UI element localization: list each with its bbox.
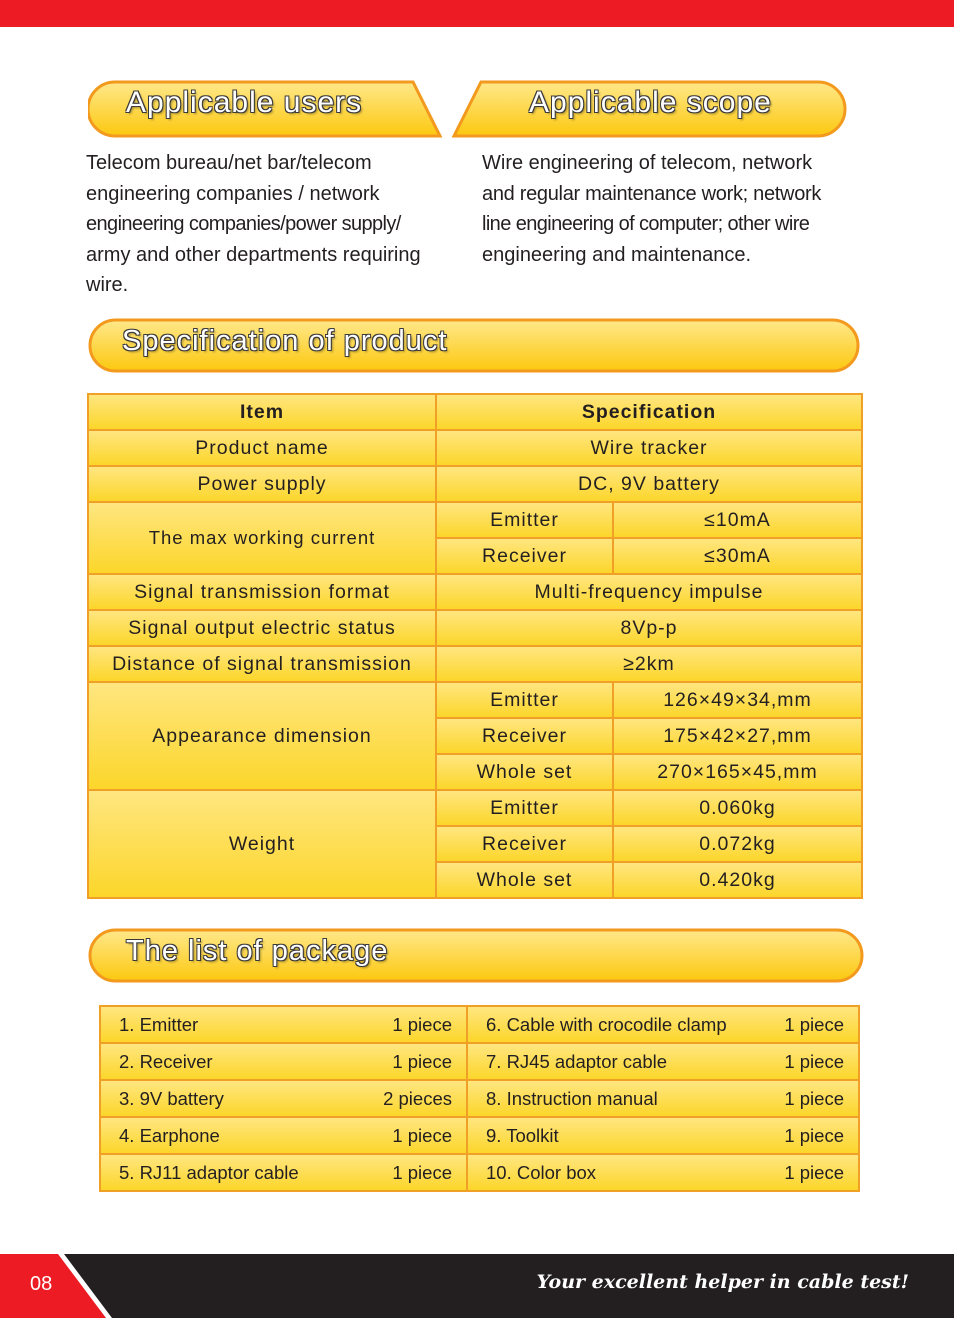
users-line: engineering companies/power supply/ (86, 213, 401, 235)
table-row (88, 574, 862, 610)
sub-label: Emitter (436, 682, 613, 718)
sub-label: Receiver (436, 826, 613, 862)
table-row (88, 646, 862, 682)
spec-heading: Specification of product (122, 325, 448, 357)
package-item-name: 10. Color box (486, 1161, 597, 1183)
package-item-qty: 1 piece (392, 1050, 452, 1072)
package-heading: The list of package (126, 935, 389, 967)
row-label: Weight (88, 790, 436, 898)
package-item-name: 5. RJ11 adaptor cable (119, 1161, 299, 1183)
package-item-name: 7. RJ45 adaptor cable (486, 1050, 668, 1072)
row-label: Product name (88, 430, 436, 466)
row-label: Signal output electric status (88, 610, 436, 646)
row-value: Multi-frequency impulse (436, 574, 862, 610)
row-value: 270×165×45,mm (613, 754, 862, 790)
users-text (86, 148, 476, 301)
row-value: Wire tracker (436, 430, 862, 466)
table-row (88, 466, 862, 502)
scope-line: Wire engineering of telecom, network (482, 152, 813, 174)
row-value: 175×42×27,mm (613, 718, 862, 754)
package-item-qty: 1 piece (784, 1050, 844, 1072)
sub-label: Emitter (436, 502, 613, 538)
row-value: 8Vp-p (436, 610, 862, 646)
footer-tagline: Your excellent helper in cable test! (536, 1271, 909, 1293)
package-item-name: 1. Emitter (119, 1013, 199, 1035)
table-row (88, 790, 862, 826)
users-line: engineering companies / network (86, 182, 380, 205)
scope-text (482, 148, 882, 270)
sub-label: Whole set (436, 862, 613, 898)
row-label: The max working current (88, 502, 436, 574)
table-row (88, 394, 862, 430)
table-row (88, 430, 862, 466)
package-item-qty: 1 piece (784, 1013, 844, 1035)
spec-table (87, 393, 863, 899)
users-heading: Applicable users (126, 86, 363, 119)
package-item-name: 6. Cable with crocodile clamp (486, 1013, 727, 1035)
scope-heading: Applicable scope (529, 86, 772, 119)
table-row (100, 1006, 859, 1043)
table-row (100, 1043, 859, 1080)
package-item-qty: 1 piece (784, 1161, 844, 1183)
package-item-qty: 1 piece (784, 1087, 844, 1109)
scope-line: engineering and maintenance. (482, 243, 752, 266)
package-item-name: 2. Receiver (119, 1050, 213, 1072)
table-row (100, 1117, 859, 1154)
header-item: Item (88, 394, 436, 430)
package-table (99, 1005, 860, 1192)
sub-label: Receiver (436, 718, 613, 754)
row-value: ≤10mA (613, 502, 862, 538)
header-spec: Specification (436, 394, 862, 430)
users-line: Telecom bureau/net bar/telecom (86, 152, 372, 174)
package-item-qty: 1 piece (392, 1124, 452, 1146)
row-value: ≥2km (436, 646, 862, 682)
package-item-qty: 2 pieces (383, 1087, 452, 1109)
top-red-bar (0, 0, 954, 27)
users-line: army and other departments requiring (86, 243, 421, 266)
row-label: Signal transmission format (88, 574, 436, 610)
row-label: Distance of signal transmission (88, 646, 436, 682)
row-value: 126×49×34,mm (613, 682, 862, 718)
sub-label: Emitter (436, 790, 613, 826)
package-item-name: 4. Earphone (119, 1124, 220, 1146)
table-row (88, 682, 862, 718)
table-row (88, 502, 862, 538)
row-value: ≤30mA (613, 538, 862, 574)
row-label: Power supply (88, 466, 436, 502)
package-item-name: 8. Instruction manual (486, 1087, 658, 1109)
table-row (88, 610, 862, 646)
package-item-qty: 1 piece (392, 1013, 452, 1035)
page-number-tab (0, 1254, 112, 1318)
sub-label: Whole set (436, 754, 613, 790)
package-item-name: 3. 9V battery (119, 1087, 224, 1109)
table-row (100, 1080, 859, 1117)
row-value: DC, 9V battery (436, 466, 862, 502)
scope-line: line engineering of computer; other wire (482, 213, 810, 235)
package-item-name: 9. Toolkit (486, 1124, 559, 1146)
package-item-qty: 1 piece (392, 1161, 452, 1183)
row-label: Appearance dimension (88, 682, 436, 790)
table-row (100, 1154, 859, 1191)
scope-line: and regular maintenance work; network (482, 182, 822, 205)
row-value: 0.420kg (613, 862, 862, 898)
row-value: 0.072kg (613, 826, 862, 862)
page-number: 08 (30, 1273, 53, 1295)
sub-label: Receiver (436, 538, 613, 574)
users-line: wire. (86, 274, 129, 296)
row-value: 0.060kg (613, 790, 862, 826)
package-item-qty: 1 piece (784, 1124, 844, 1146)
